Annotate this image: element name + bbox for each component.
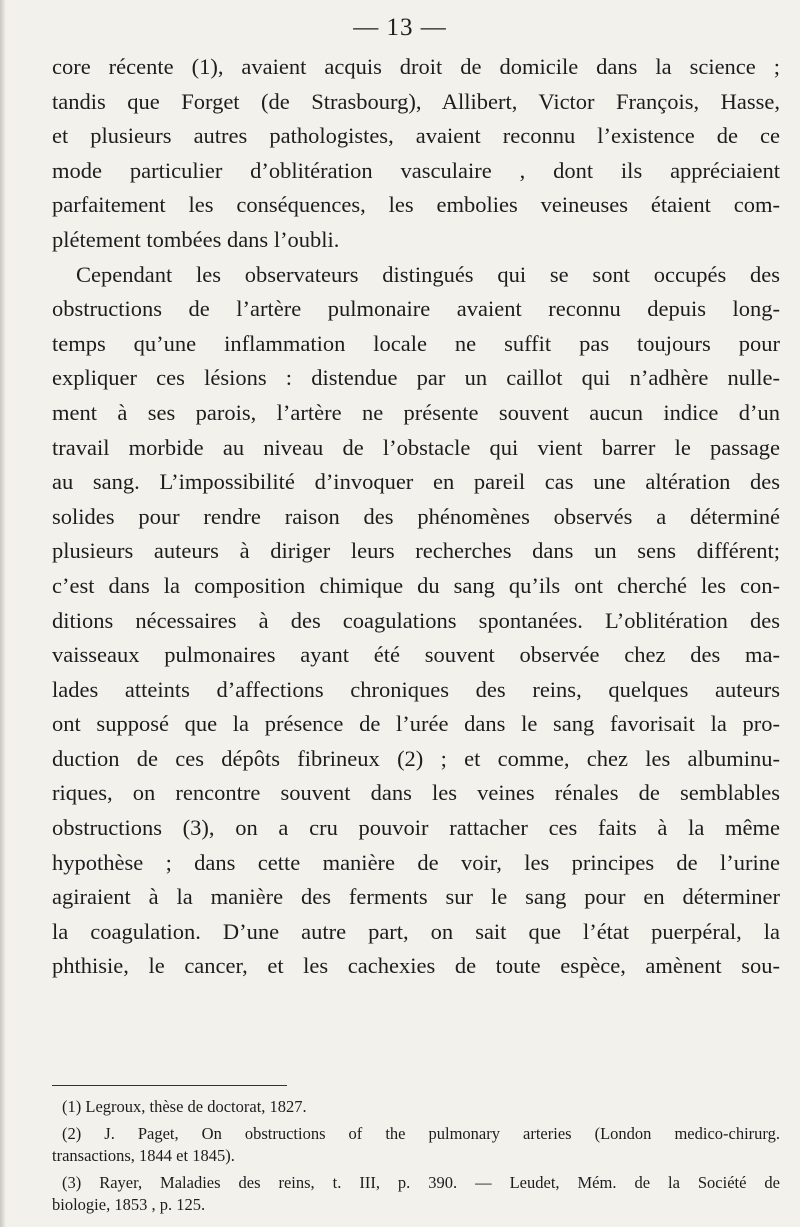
footnote-2-cont: transactions, 1844 et 1845). — [52, 1146, 235, 1165]
text-line: la coagulation. D’une autre part, on sait que l’état puerpéral, la — [52, 918, 780, 944]
body-text — [52, 50, 780, 984]
text-line: travail morbide au niveau de l’obstacle qui vient barrer le passage — [52, 434, 780, 460]
text-line: phthisie, le cancer, et les cachexies de toute espèce, amènent sou- — [52, 953, 780, 979]
text-line: tandis que Forget (de Strasbourg), Allibert, Victor François, Hasse, — [52, 88, 780, 114]
text-line: riques, on rencontre souvent dans les veines rénales de semblables — [52, 780, 780, 806]
text-line: ont supposé que la présence de l’urée dans le sang favorisait la pro- — [52, 711, 780, 737]
text-line: duction de ces dépôts fibrineux (2) ; et comme, chez les albuminu- — [52, 745, 780, 771]
footnote-1: (1) Legroux, thèse de doctorat, 1827. — [62, 1097, 307, 1116]
text-line: lades atteints d’affections chroniques des reins, quelques auteurs — [52, 676, 780, 702]
footnote-2: (2) J. Paget, On obstructions of the pulmonary arteries (London medico-chirurg. — [62, 1124, 780, 1143]
text-line: solides pour rendre raison des phénomènes observés a déterminé — [52, 503, 780, 529]
text-line: plétement tombées dans l’oubli. — [52, 226, 340, 252]
text-line: agiraient à la manière des ferments sur le sang pour en déterminer — [52, 884, 780, 910]
text-line: mode particulier d’oblitération vasculaire , dont ils appréciaient — [52, 157, 780, 183]
text-line: parfaitement les conséquences, les embolies veineuses étaient com- — [52, 192, 780, 218]
page-number: — 13 — — [353, 14, 447, 41]
text-line: obstructions (3), on a cru pouvoir rattacher ces faits à la même — [52, 815, 780, 841]
text-line: vaisseaux pulmonaires ayant été souvent observée chez des ma- — [52, 642, 780, 668]
text-line: expliquer ces lésions : distendue par un caillot qui n’adhère nulle- — [52, 365, 780, 391]
text-line: Cependant les observateurs distingués qui se sont occupés des — [76, 261, 780, 287]
text-line: core récente (1), avaient acquis droit de domicile dans la science ; — [52, 54, 780, 79]
footnote-3: (3) Rayer, Maladies des reins, t. III, p. 390. — Leudet, Mém. de la Société de — [62, 1173, 780, 1192]
text-line: obstructions de l’artère pulmonaire avaient reconnu depuis long- — [52, 296, 780, 322]
text-line: plusieurs auteurs à diriger leurs recherches dans un sens différent; — [52, 538, 780, 564]
footnotes — [52, 1096, 780, 1216]
footnote-3-cont: biologie, 1853 , p. 125. — [52, 1195, 206, 1214]
text-line: temps qu’une inflammation locale ne suffit pas toujours pour — [52, 330, 780, 356]
footnote-separator — [52, 1085, 287, 1086]
text-line: au sang. L’impossibilité d’invoquer en pareil cas une altération des — [52, 469, 780, 495]
page-gutter-shadow — [0, 0, 6, 1227]
text-line: et plusieurs autres pathologistes, avaient reconnu l’existence de ce — [52, 123, 780, 149]
text-line: c’est dans la composition chimique du sang qu’ils ont cherché les con- — [52, 572, 780, 598]
text-line: ditions nécessaires à des coagulations spontanées. L’oblitération des — [52, 607, 780, 633]
text-line: hypothèse ; dans cette manière de voir, les principes de l’urine — [52, 849, 780, 875]
text-line: ment à ses parois, l’artère ne présente souvent aucun indice d’un — [52, 399, 780, 425]
